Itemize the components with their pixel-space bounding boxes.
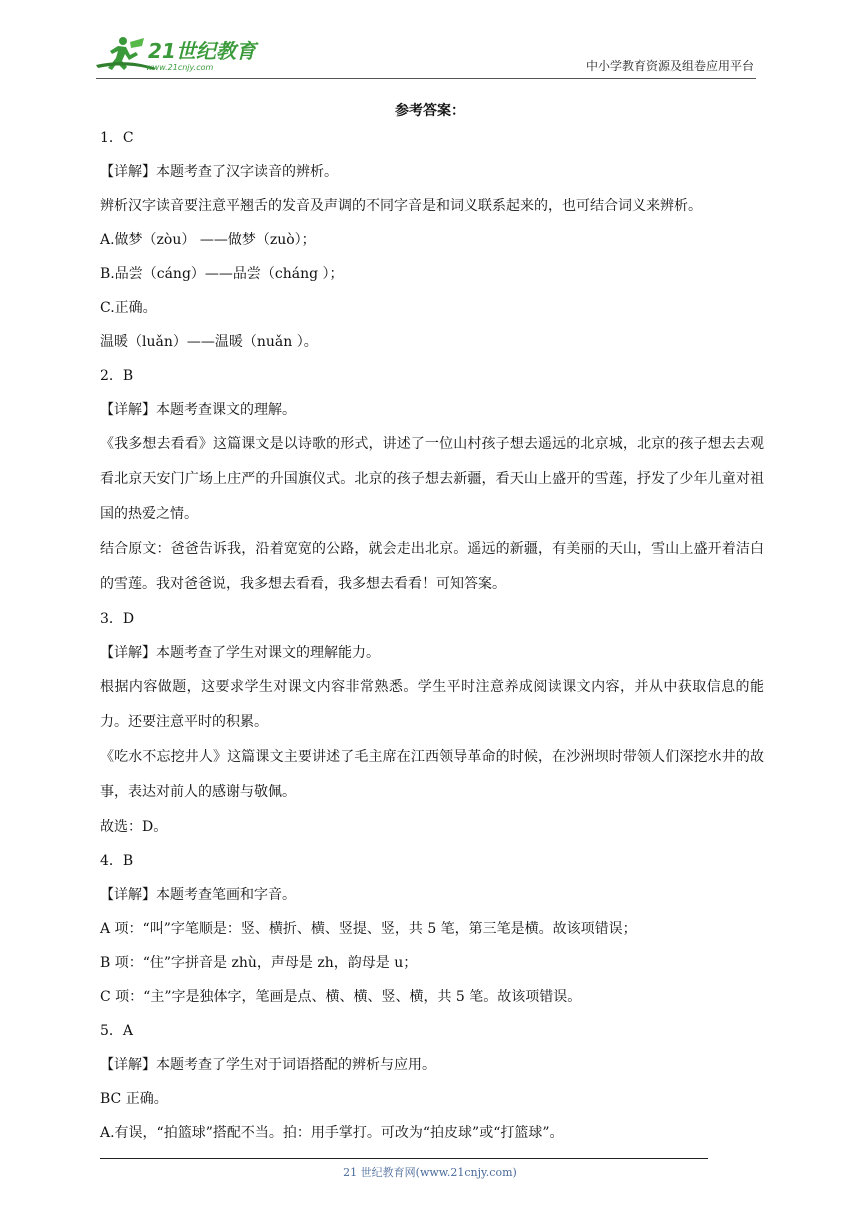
text-line: 辨析汉字读音要注意平翘舌的发音及声调的不同字音是和词义联系起来的，也可结合词义来辨析。: [100, 198, 702, 214]
text-line: 5．A: [100, 1023, 134, 1039]
text-paragraph: 《我多想去看看》这篇课文是以诗歌的形式，讲述了一位山村孩子想去遥远的北京城，北京的孩子想去去观看北京天安门广场上庄严的升国旗仪式。北京的孩子想去新疆，看天山上盛开的雪莲，抒发了少年儿童对祖国的热爱之情。: [100, 436, 764, 522]
text-line: 3．D: [100, 611, 135, 627]
answer-content: [100, 127, 764, 1156]
text-line: A.有误，“拍篮球”搭配不当。拍：用手掌打。可改为“拍皮球”或“打篮球”。: [100, 1125, 564, 1141]
text-line: B 项：“住”字拼音是 zhù，声母是 zh，韵母是 u；: [100, 955, 418, 971]
text-paragraph: 《吃水不忘挖井人》这篇课文主要讲述了毛主席在江西领导革命的时候，在沙洲坝时带领人们深挖水井的故事，表达对前人的感谢与敬佩。: [100, 749, 764, 800]
text-line: B.品尝（cáng）——品尝（cháng ）；: [100, 266, 344, 282]
text-line: 温暖（luǎn）——温暖（nuǎn ）。: [100, 334, 318, 350]
page-header: [96, 30, 756, 79]
text-line: 【详解】本题考查课文的理解。: [100, 402, 296, 418]
text-line: 【详解】本题考查了学生对于词语搭配的辨析与应用。: [100, 1057, 436, 1073]
platform-name: 中小学教育资源及组卷应用平台: [585, 59, 754, 73]
svg-text:www.21cnjy.com: www.21cnjy.com: [146, 63, 214, 72]
footer-divider: [100, 1158, 708, 1159]
text-paragraph: 根据内容做题，这要求学生对课文内容非常熟悉。学生平时注意养成阅读课文内容，并从中获取信息的能力。还要注意平时的积累。: [100, 679, 764, 730]
text-line: 故选：D。: [100, 819, 168, 835]
text-line: 2．B: [100, 368, 134, 384]
site-logo: [96, 34, 266, 74]
footer-source: 21 世纪教育网(www.21cnjy.com): [343, 1166, 517, 1179]
text-paragraph: 结合原文：爸爸告诉我，沿着宽宽的公路，就会走出北京。遥远的新疆，有美丽的天山，雪山上盛开着洁白的雪莲。我对爸爸说，我多想去看看，我多想去看看！可知答案。: [100, 541, 764, 592]
answer-title: 参考答案：: [395, 103, 465, 119]
text-line: 【详解】本题考查了学生对课文的理解能力。: [100, 645, 380, 661]
text-line: C.正确。: [100, 300, 157, 316]
text-line: 1．C: [100, 130, 134, 146]
text-line: C 项：“主”字是独体字，笔画是点、横、横、竖、横，共 5 笔。故该项错误。: [100, 989, 582, 1005]
text-line: A 项：“叫”字笔顺是：竖、横折、横、竖提、竖，共 5 笔，第三笔是横。故该项错误；: [100, 921, 637, 937]
svg-text:21世纪教育: 21世纪教育: [148, 39, 256, 63]
text-line: A.做梦（zòu） ——做梦（zuò）；: [100, 232, 316, 248]
text-line: 【详解】本题考查笔画和字音。: [100, 887, 296, 903]
text-line: BC 正确。: [100, 1091, 168, 1107]
text-line: 【详解】本题考查了汉字读音的辨析。: [100, 164, 338, 180]
text-line: 4．B: [100, 853, 134, 869]
